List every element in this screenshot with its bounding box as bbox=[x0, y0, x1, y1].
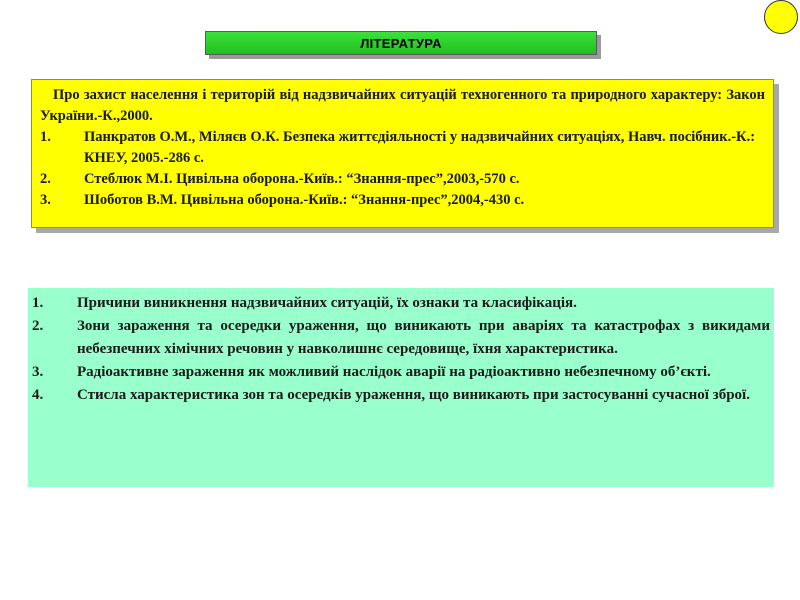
topic-text: Радіоактивне зараження як можливий наслідок аварії на радіоактивно небезпечному об’єкті. bbox=[77, 364, 711, 380]
topic-number: 4. bbox=[32, 387, 44, 403]
topic-item bbox=[32, 361, 770, 384]
topic-number: 2. bbox=[32, 318, 44, 334]
literature-item bbox=[40, 127, 765, 169]
literature-item-text: Панкратов О.М., Міляєв О.К. Безпека життєдіяльності у надзвичайних ситуаціях, Навч. посібник.-К.: КНЕУ, 2005.-286 с. bbox=[84, 129, 756, 166]
literature-item-text: Стеблюк М.І. Цивільна оборона.-Київ.: “Знання-прес”,2003,-570 с. bbox=[84, 171, 520, 187]
topic-number: 3. bbox=[32, 364, 44, 380]
literature-item-number: 3. bbox=[40, 192, 51, 208]
topic-item bbox=[32, 315, 770, 361]
topic-item bbox=[32, 384, 770, 407]
literature-item-number: 2. bbox=[40, 171, 51, 187]
literature-item bbox=[40, 169, 765, 190]
topic-text: Причини виникнення надзвичайних ситуацій, їх ознаки та класифікація. bbox=[77, 295, 577, 311]
literature-item-number: 1. bbox=[40, 129, 51, 145]
page-title-text: ЛІТЕРАТУРА bbox=[360, 35, 442, 51]
literature-item-text: Шоботов В.М. Цивільна оборона.-Київ.: “Знання-прес”,2004,-430 с. bbox=[84, 192, 525, 208]
literature-intro-text: Про захист населення і територій від надзвичайних ситуацій техногенного та природного характеру: Закон України.-К.,2000. bbox=[40, 87, 765, 124]
yellow-circle-icon bbox=[764, 0, 798, 34]
topic-item bbox=[32, 292, 770, 315]
literature-box bbox=[31, 79, 774, 228]
topic-number: 1. bbox=[32, 295, 44, 311]
literature-intro bbox=[40, 85, 765, 127]
literature-item bbox=[40, 190, 765, 211]
topic-text: Стисла характеристика зон та осередків ураження, що виникають при застосуванні сучасної зброї. bbox=[77, 387, 750, 403]
page-title bbox=[205, 31, 597, 55]
topics-box bbox=[28, 288, 774, 487]
topic-text: Зони зараження та осередки ураження, що виникають при аваріях та катастрофах з викидами небезпечних хімічних речовин у навколишнє середовище, їхня характеристика. bbox=[77, 318, 770, 357]
